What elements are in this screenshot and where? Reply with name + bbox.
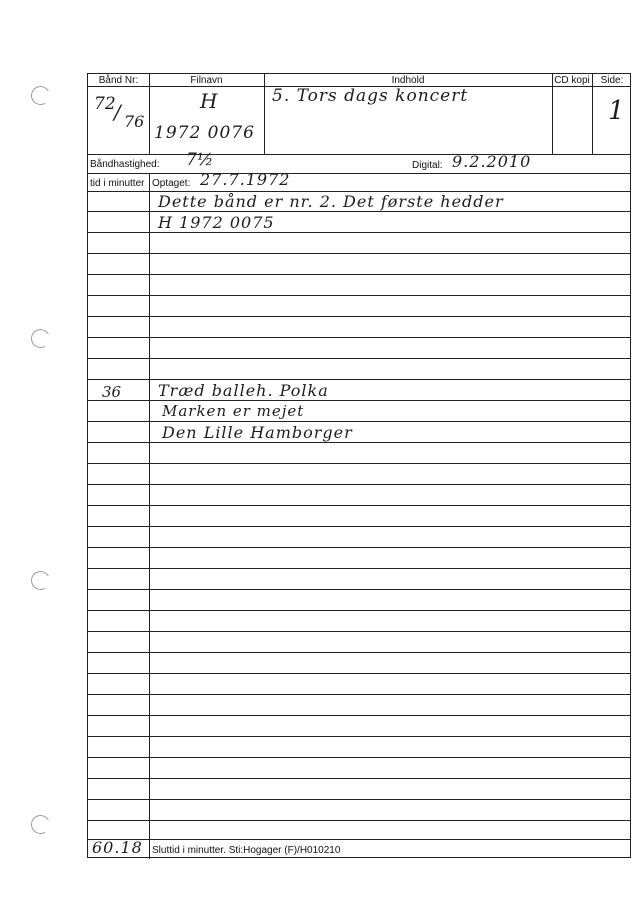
band-nr-top: 72 — [94, 94, 116, 114]
tid-label: tid i minutter — [90, 178, 145, 189]
indhold-header: Indhold — [391, 75, 425, 86]
band-nr-bottom: 76 — [124, 112, 145, 131]
bandhastighed-value: 7½ — [186, 150, 214, 170]
cd-kopi-header: CD kopi — [554, 75, 590, 86]
footer-text: Sluttid i minutter. Sti:Hogager (F)/H010210 — [152, 845, 341, 856]
end-time-value: 60.18 — [92, 838, 143, 857]
filnavn-header: Filnavn — [190, 75, 223, 86]
tape-log-form — [87, 73, 631, 858]
bandhastighed-label: Båndhastighed: — [90, 159, 160, 170]
binder-hole — [29, 569, 52, 592]
digital-value: 9.2.2010 — [452, 152, 532, 171]
entry-text: H 1972 0075 — [158, 213, 275, 232]
optaget-label: Optaget: — [152, 178, 191, 189]
entry-text: Dette bånd er nr. 2. Det første hedder — [158, 192, 504, 211]
filnavn-number: 1972 0076 — [154, 123, 255, 143]
entry-text: Marken er mejet — [162, 402, 305, 420]
entry-text: Træd balleh. Polka — [158, 381, 329, 400]
binder-hole — [29, 84, 52, 107]
band-nr-slash: / — [114, 100, 121, 124]
side-header: Side: — [600, 75, 624, 86]
digital-label: Digital: — [412, 160, 443, 171]
indhold-value: 5. Tors dags koncert — [272, 86, 469, 106]
binder-hole — [29, 813, 52, 836]
entry-text: Den Lille Hamborger — [162, 423, 353, 442]
entry-time: 36 — [102, 383, 122, 401]
filnavn-letter: H — [200, 89, 218, 113]
binder-hole — [29, 327, 52, 350]
side-value: 1 — [608, 96, 625, 126]
band-nr-header: Bånd Nr: — [98, 75, 139, 86]
optaget-value: 27.7.1972 — [200, 170, 291, 189]
